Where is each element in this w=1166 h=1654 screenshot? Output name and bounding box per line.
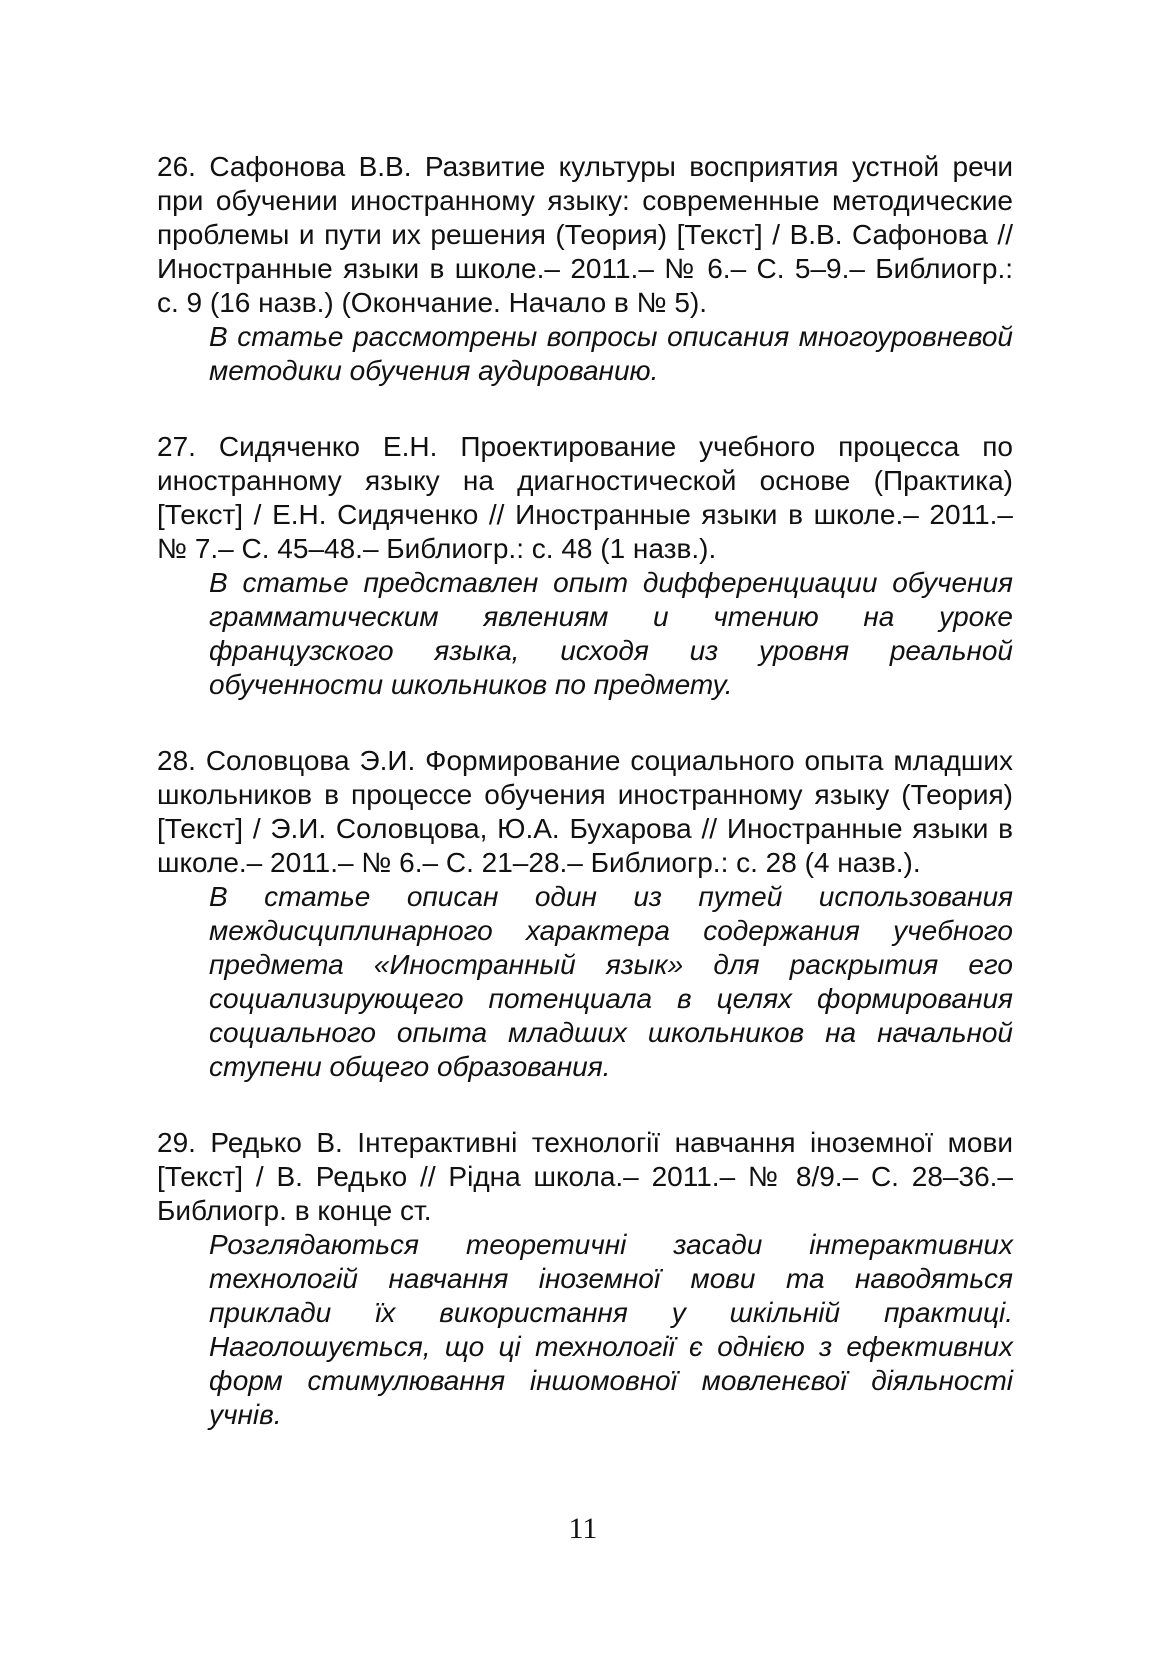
entry-citation: 27. Сидяченко Е.Н. Проектирование учебного процесса по иностранному языку на диагностической основе (Практика) [Текст] / Е.Н. Сидяченко // Иностранные языки в школе.– 2011.– № 7.– С. 45–48.– Библиогр.: с. 48 (1 назв.). xyxy=(157,431,1013,564)
entry-citation: 29. Редько В. Інтерактивні технології навчання іноземної мови [Текст] / В. Редько // Рідна школа.– 2011.– № 8/9.– С. 28–36.– Библиогр. в конце ст. xyxy=(157,1127,1013,1226)
entry-citation: 28. Соловцова Э.И. Формирование социального опыта младших школьников в процессе обучения иностранному языку (Теория) [Текст] / Э.И. Соловцова, Ю.А. Бухарова // Иностранные языки в школе.– 2011.– № 6.– С. 21–28.– Библиогр.: с. 28 (4 назв.). xyxy=(157,745,1013,878)
entry-citation: 26. Сафонова В.В. Развитие культуры восприятия устной речи при обучении иностранному языку: современные методические проблемы и пути их решения (Теория) [Текст] / В.В. Сафонова // Иностранные языки в школе.– 2011.– № 6.– С. 5–9.– Библиогр.: с. 9 (16 назв.) (Окончание. Начало в № 5). xyxy=(157,151,1013,318)
entry-annotation: В статье рассмотрены вопросы описания многоуровневой методики обучения аудированию. xyxy=(209,321,1013,386)
entry-annotation: Розглядаються теоретичні засади інтерактивних технологій навчання іноземної мови та наводяться приклади їх використання у шкільній практиці. Наголошується, що ці технології є однією з ефективних форм стимулювання іншомовної мовленєвої діяльності учнів. xyxy=(209,1229,1013,1430)
entry-annotation: В статье описан один из путей использования междисциплинарного характера содержания учебного предмета «Иностранный язык» для раскрытия его социализирующего потенциала в целях формирования социального опыта младших школьников на начальной ступени общего образования. xyxy=(209,881,1013,1082)
bibliography-entry-26 xyxy=(157,150,1013,388)
page-number: 11 xyxy=(568,1512,598,1545)
entry-annotation: В статье представлен опыт дифференциации обучения грамматическим явлениям и чтению на уроке французского языка, исходя из уровня реальной обученности школьников по предмету. xyxy=(209,567,1013,700)
bibliography-page xyxy=(157,150,1013,1474)
bibliography-entry-28 xyxy=(157,744,1013,1084)
bibliography-entry-29 xyxy=(157,1126,1013,1432)
bibliography-entry-27 xyxy=(157,430,1013,702)
